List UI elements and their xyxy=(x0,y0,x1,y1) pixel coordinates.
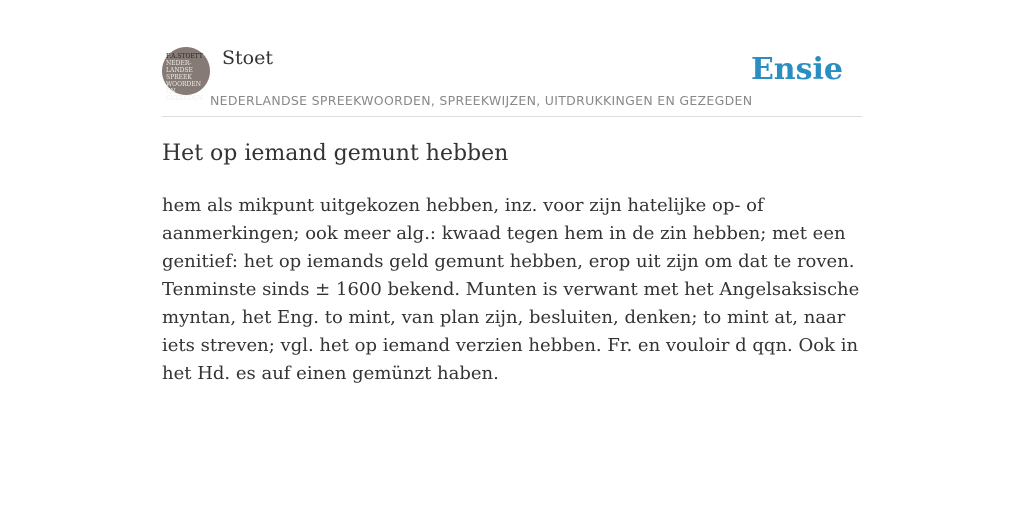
author-name[interactable]: Stoet xyxy=(222,47,273,69)
entry-title: Het op iemand gemunt hebben xyxy=(162,141,509,166)
entry-definition: hem als mikpunt uitgekozen hebben, inz. voor zijn hatelijke op- of aanmerkingen; ook meer alg.: kwaad tegen hem in de zin hebben; met een genitief: het op iemands geld gemunt hebben, erop uit zijn om dat te roven. Tenminste sinds ± 1600 bekend. Munten is verwant met het Angelsaksische myntan, het Eng. to mint, van plan zijn, besluiten, denken; to mint at, naar iets streven; vgl. het op iemand verzien hebben. Fr. en vouloir d qqn. Ook in het Hd. es auf einen gemünzt haben. xyxy=(162,195,860,384)
category-label[interactable]: NEDERLANDSE SPREEKWOORDEN, SPREEKWIJZEN, UITDRUKKINGEN EN GEZEGDEN xyxy=(210,93,753,108)
avatar-text-first: F.A.STOETT xyxy=(166,53,203,60)
avatar[interactable] xyxy=(162,47,210,102)
brand-logo[interactable]: Ensie xyxy=(750,52,843,87)
header xyxy=(162,46,862,117)
avatar-text-rest: NEDER- LANDSE SPREEK WOORDEN EN GEZEGDEN xyxy=(166,60,203,102)
book-cover-icon xyxy=(166,53,210,102)
